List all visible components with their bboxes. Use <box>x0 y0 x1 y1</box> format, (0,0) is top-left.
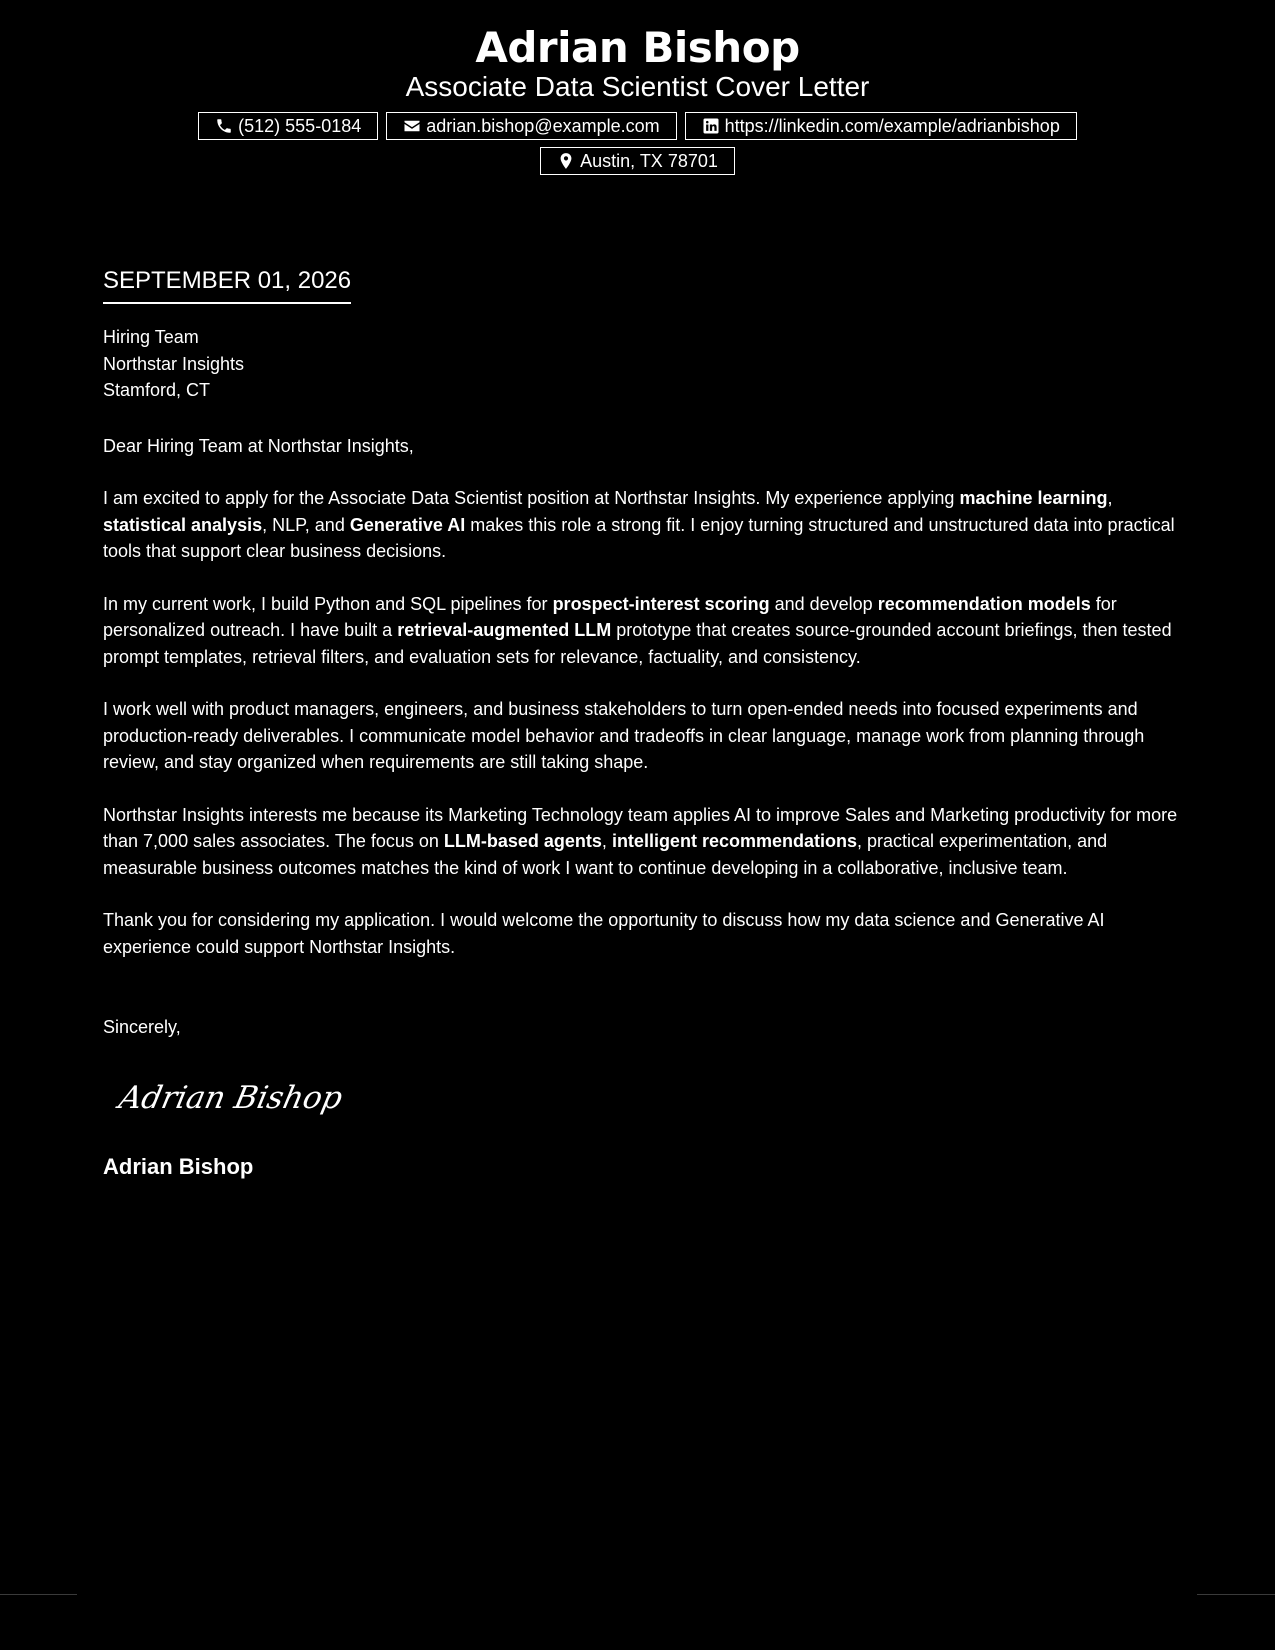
footer-divider-right <box>1197 1594 1275 1595</box>
closing: Sincerely, <box>103 1017 181 1037</box>
contact-row-location <box>0 147 1275 175</box>
contact-row <box>0 112 1275 140</box>
location-contact <box>540 147 735 175</box>
recipient-line: Northstar Insights <box>103 353 245 374</box>
signature <box>113 1073 353 1123</box>
keyword: Generative AI <box>349 514 466 535</box>
email-contact[interactable] <box>386 112 676 140</box>
phone-contact[interactable] <box>198 112 378 140</box>
paragraph-experience: In my current work, I build Python and SQL pipelines for prospect-interest scoring and develop recommendation models for personalized outreach. I have built a retrieval-augmented LLM prototype that creates source-grounded account briefings, then tested prompt templates, retrieval filters, and evaluation sets for relevance, factuality, and consistency. <box>103 593 1172 667</box>
keyword: retrieval-augmented LLM <box>397 620 612 640</box>
email-text: adrian.bishop@example.com <box>426 115 660 136</box>
keyword: recommendation models <box>877 593 1091 614</box>
keyword: LLM-based agents <box>443 831 602 851</box>
letter-date: SEPTEMBER 01, 2026 <box>103 266 351 304</box>
applicant-name: Adrian Bishop <box>475 23 800 72</box>
paragraph-company-interest: Northstar Insights interests me because its Marketing Technology team applies AI to improve Sales and Marketing productivity for more than 7,000 sales associates. The focus on LLM-based agents, intelligent recommendations, practical experimentation, and measurable business outcomes matches the kind of work I want to continue developing in a collaborative, inclusive team. <box>103 804 1178 878</box>
linkedin-icon <box>702 117 720 135</box>
phone-icon <box>215 117 233 135</box>
document-subtitle: Associate Data Scientist Cover Letter <box>405 71 870 102</box>
footer-divider-left <box>0 1594 77 1595</box>
signer-name: Adrian Bishop <box>103 1154 254 1179</box>
letter-header <box>0 22 1275 175</box>
salutation: Dear Hiring Team at Northstar Insights, <box>103 435 414 456</box>
linkedin-text: https://linkedin.com/example/adrianbishop <box>724 115 1060 136</box>
letter-body <box>103 266 1183 1182</box>
envelope-icon <box>403 117 421 135</box>
paragraph-intro: I am excited to apply for the Associate Data Scientist position at Northstar Insights. My experience applying machine learning, statistical analysis, NLP, and Generative AI makes this role a strong fit. I enjoy turning structured and unstructured data into practical tools that support clear business decisions. <box>103 488 1175 561</box>
phone-text: (512) 555-0184 <box>238 115 362 136</box>
recipient-line: Stamford, CT <box>103 380 211 400</box>
keyword: machine learning <box>959 488 1108 508</box>
recipient-block <box>103 324 1183 404</box>
paragraph-thanks: Thank you for considering my application. I would welcome the opportunity to discuss how my data science and Generative AI experience could support Northstar Insights. <box>103 910 1105 957</box>
linkedin-contact[interactable] <box>685 112 1077 140</box>
map-marker-icon <box>557 152 575 170</box>
paragraph-collaboration: I work well with product managers, engineers, and business stakeholders to turn open-ended needs into focused experiments and production-ready deliverables. I communicate model behavior and tradeoffs in clear language, manage work from planning through review, and stay organized when requirements are still taking shape. <box>103 699 1145 772</box>
location-text: Austin, TX 78701 <box>580 150 718 171</box>
keyword: intelligent recommendations <box>611 831 857 851</box>
svg-text:Adrian Bishop: Adrian Bishop <box>115 1079 346 1116</box>
recipient-line: Hiring Team <box>103 327 199 347</box>
keyword: statistical analysis <box>103 514 263 535</box>
keyword: prospect-interest scoring <box>552 593 770 614</box>
